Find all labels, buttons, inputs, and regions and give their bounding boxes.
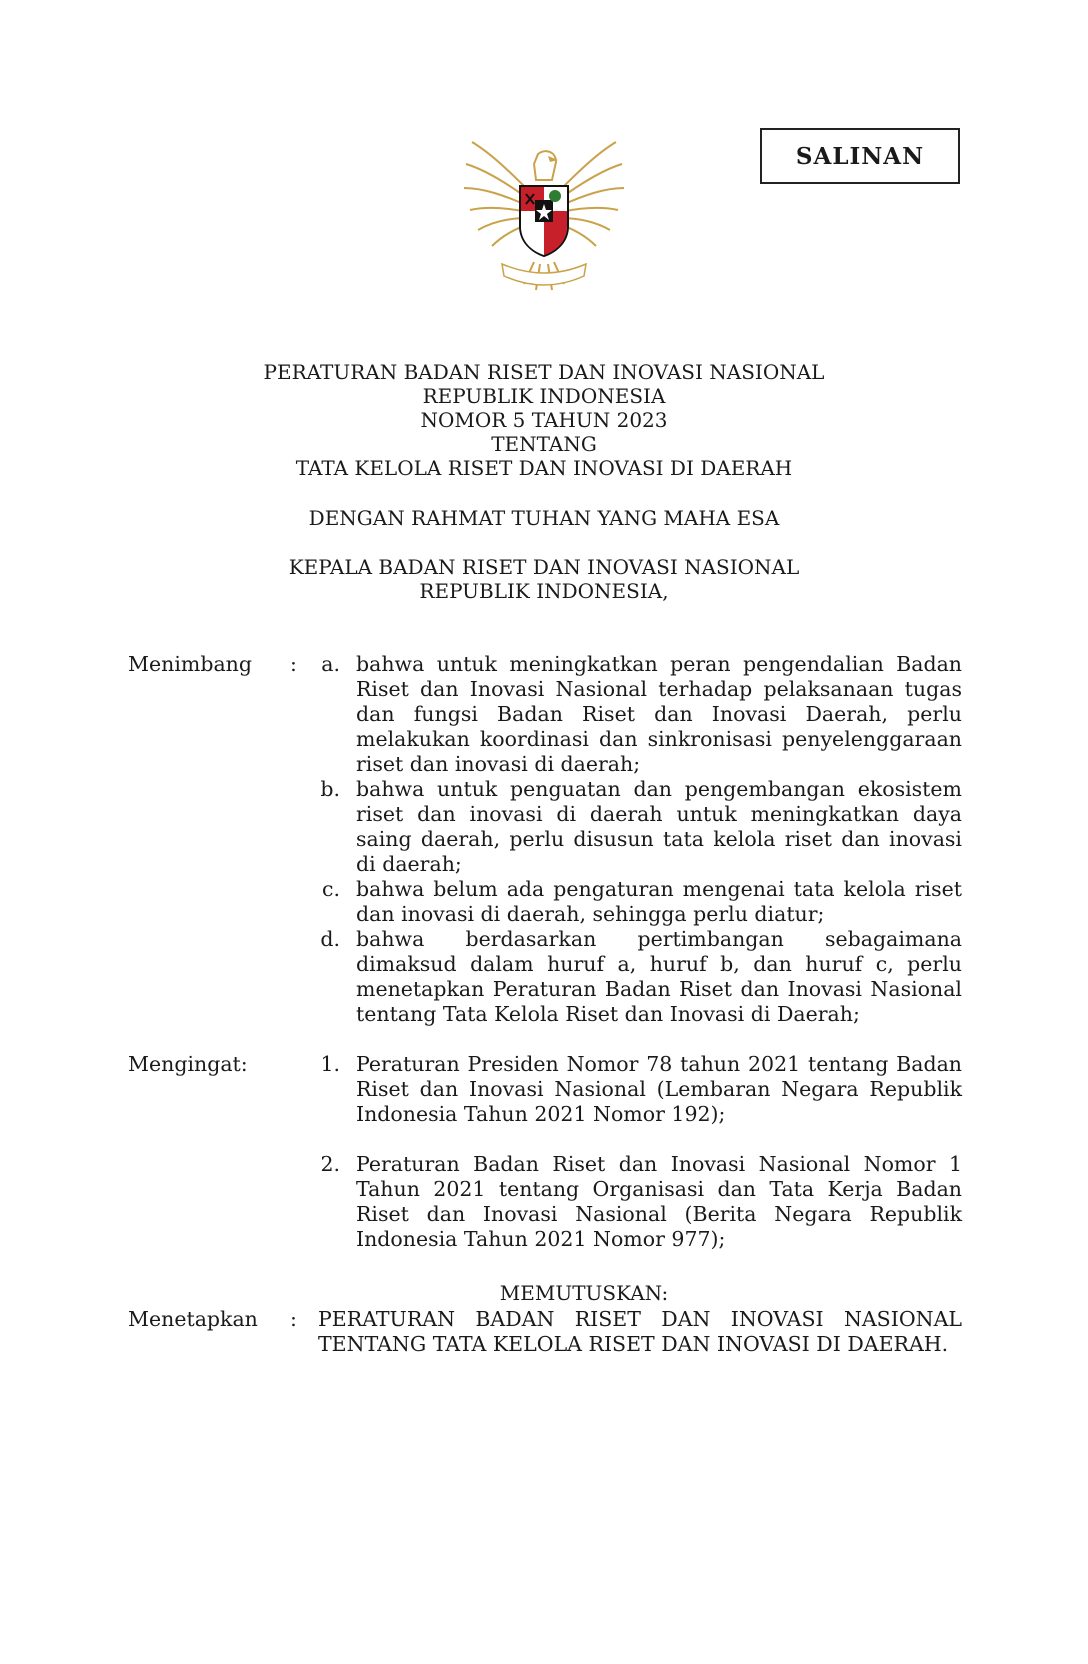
garuda-emblem-icon <box>462 134 626 302</box>
title-line-3: NOMOR 5 TAHUN 2023 <box>420 408 668 432</box>
authority-line-1: KEPALA BADAN RISET DAN INOVASI NASIONAL <box>288 555 800 579</box>
mengingat-item-2: Peraturan Badan Riset dan Inovasi Nasional Nomor 1 Tahun 2021 tentang Organisasi dan Tata Kerja Badan Riset dan Inovasi Nasional (Berita Negara Republik Indonesia Tahun 2021 Nomor 977); <box>356 1152 962 1251</box>
menimbang-item-b: bahwa untuk penguatan dan pengembangan ekosistem riset dan inovasi di daerah untuk meningkatkan daya saing daerah, perlu disusun tata kelola riset dan inovasi di daerah; <box>356 777 962 876</box>
menetapkan-label: Menetapkan <box>128 1307 258 1331</box>
authority-line-2: REPUBLIK INDONESIA, <box>419 579 669 603</box>
memutuskan-heading: MEMUTUSKAN: <box>499 1281 669 1305</box>
title-line-2: REPUBLIK INDONESIA <box>422 384 666 408</box>
menimbang-label: Menimbang <box>128 652 252 676</box>
mengingat-marker-2: 2. <box>320 1152 340 1176</box>
salinan-stamp <box>760 128 960 184</box>
menetapkan-text: PERATURAN BADAN RISET DAN INOVASI NASIONAL TENTANG TATA KELOLA RISET DAN INOVASI DI DAERAH. <box>318 1307 962 1356</box>
title-line-4: TENTANG <box>491 432 597 456</box>
menetapkan-colon: : <box>290 1307 297 1331</box>
mengingat-label: Mengingat: <box>128 1052 248 1076</box>
menimbang-item-a: bahwa untuk meningkatkan peran pengendalian Badan Riset dan Inovasi Nasional terhadap pelaksanaan tugas dan fungsi Badan Riset dan Inovasi Daerah, perlu melakukan koordinasi dan sinkronisasi penyelenggaraan riset dan inovasi di daerah; <box>356 652 962 776</box>
menimbang-item-c: bahwa belum ada pengaturan mengenai tata kelola riset dan inovasi di daerah, sehingga perlu diatur; <box>356 877 962 926</box>
salinan-label: SALINAN <box>795 142 925 170</box>
menimbang-marker-c: c. <box>322 877 340 901</box>
invocation: DENGAN RAHMAT TUHAN YANG MAHA ESA <box>308 506 780 530</box>
title-line-1: PERATURAN BADAN RISET DAN INOVASI NASIONAL <box>263 360 825 384</box>
menimbang-marker-b: b. <box>320 777 340 801</box>
mengingat-item-1: Peraturan Presiden Nomor 78 tahun 2021 tentang Badan Riset dan Inovasi Nasional (Lembaran Negara Republik Indonesia Tahun 2021 Nomor 192); <box>356 1052 962 1126</box>
menimbang-marker-a: a. <box>321 652 340 676</box>
menimbang-colon: : <box>290 652 297 676</box>
menimbang-item-d: bahwa berdasarkan pertimbangan sebagaimana dimaksud dalam huruf a, huruf b, dan huruf c, perlu menetapkan Peraturan Badan Riset dan Inovasi Nasional tentang Tata Kelola Riset dan Inovasi di Daerah; <box>356 927 962 1026</box>
mengingat-marker-1: 1. <box>320 1052 340 1076</box>
menimbang-marker-d: d. <box>320 927 340 951</box>
title-line-5: TATA KELOLA RISET DAN INOVASI DI DAERAH <box>295 456 793 480</box>
